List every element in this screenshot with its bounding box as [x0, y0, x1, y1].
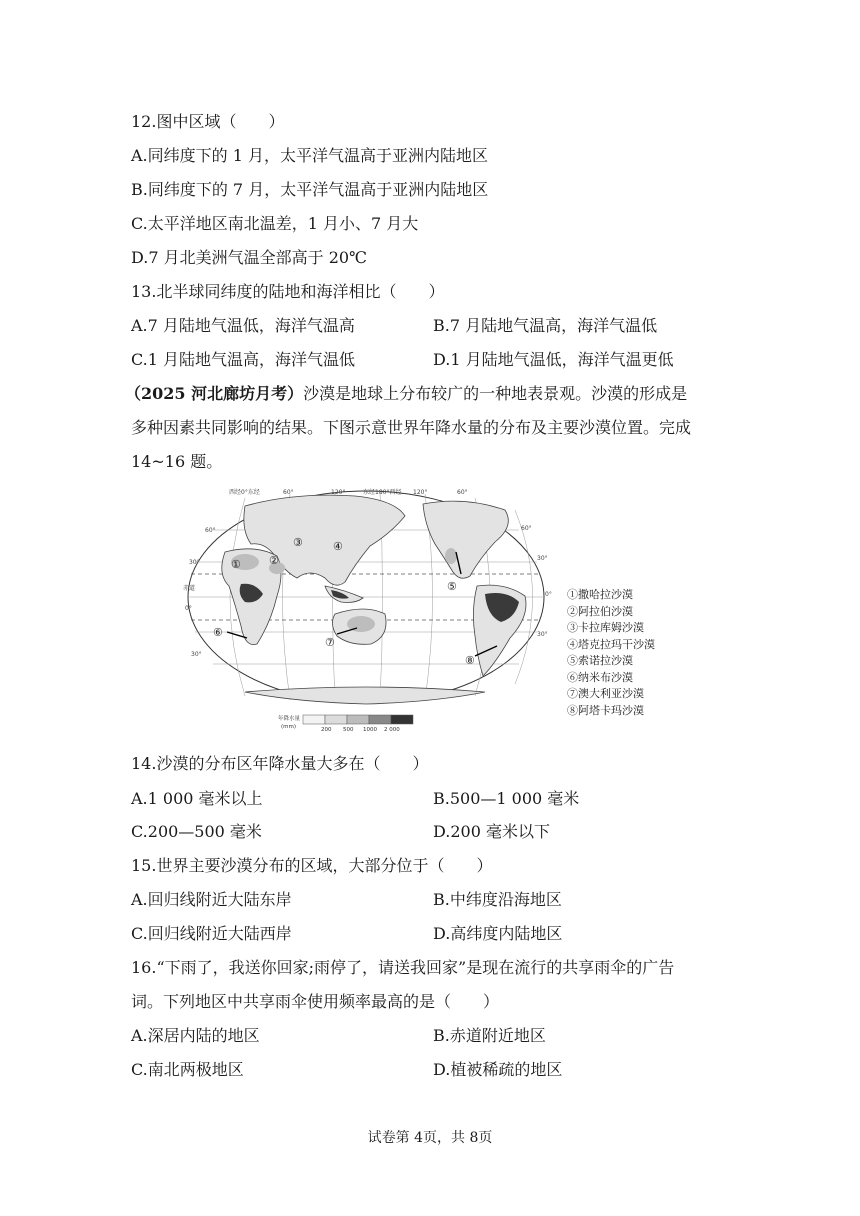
marker-4: ④ [333, 540, 343, 553]
svg-text:60°: 60° [283, 489, 294, 496]
q15-option-c: C.回归线附近大陆西岸 [131, 924, 292, 943]
q16-option-a: A.深居内陆的地区 [131, 1026, 260, 1045]
q15-stem: 15.世界主要沙漠分布的区域，大部分位于（ ） [131, 856, 493, 875]
q14-option-b: B.500—1 000 毫米 [433, 789, 580, 808]
q13-option-c: C.1 月陆地气温高，海洋气温低 [131, 350, 356, 369]
q13-option-d: D.1 月陆地气温低，海洋气温更低 [433, 350, 674, 369]
intro-line-1 [125, 384, 687, 404]
marker-3: ③ [293, 536, 303, 549]
svg-text:赤道: 赤道 [183, 585, 196, 592]
legend-item-8: ⑧阿塔卡玛沙漠 [567, 703, 644, 717]
svg-text:0°: 0° [545, 591, 552, 598]
q15-option-d: D.高纬度内陆地区 [433, 924, 563, 943]
svg-text:120°: 120° [413, 489, 428, 496]
scale-tick-2000: 2 000 [384, 727, 400, 733]
intro-text-1: 沙漠是地球上分布较广的一种地表景观。沙漠的形成是 [303, 384, 688, 403]
q13-option-a: A.7 月陆地气温低，海洋气温高 [131, 316, 355, 335]
q16-stem-line-2: 词。下列地区中共享雨伞使用频率最高的是（ ） [131, 992, 500, 1011]
svg-text:120°: 120° [331, 489, 346, 496]
q16-option-c: C.南北两极地区 [131, 1060, 244, 1079]
q12-stem: 12.图中区域（ ） [131, 112, 285, 131]
q15-option-b: B.中纬度沿海地区 [433, 890, 562, 909]
q14-option-c: C.200—500 毫米 [131, 822, 262, 841]
legend-item-5: ⑤索诺拉沙漠 [567, 654, 633, 667]
legend-item-2: ②阿拉伯沙漠 [567, 604, 633, 618]
svg-text:30°: 30° [537, 631, 548, 638]
q12-option-c: C.太平洋地区南北温差，1 月小、7 月大 [131, 214, 419, 233]
precipitation-scale [278, 714, 413, 733]
svg-text:30°: 30° [537, 555, 548, 562]
page-footer: 试卷第 4页，共 8页 [367, 1130, 493, 1146]
q12-option-d: D.7 月北美洲气温全部高于 20℃ [131, 248, 367, 267]
q12-option-b: B.同纬度下的 7 月，太平洋气温高于亚洲内陆地区 [131, 180, 489, 199]
scale-tick-200: 200 [321, 727, 332, 733]
scale-unit: (mm) [281, 724, 297, 730]
legend-item-4: ④塔克拉玛干沙漠 [567, 637, 655, 651]
svg-text:东经180°西经: 东经180°西经 [363, 489, 402, 496]
svg-text:0°: 0° [185, 605, 192, 612]
marker-1: ① [231, 558, 241, 571]
legend-item-1: ①撒哈拉沙漠 [567, 588, 633, 601]
desert-legend [567, 587, 655, 719]
q16-stem-line-1: 16.“下雨了，我送你回家;雨停了，请送我回家”是现在流行的共享雨伞的广告 [131, 958, 675, 977]
legend-item-3: ③卡拉库姆沙漠 [567, 621, 644, 634]
q12-option-a: A.同纬度下的 1 月，太平洋气温高于亚洲内陆地区 [131, 146, 488, 165]
svg-text:60°: 60° [457, 489, 468, 496]
q14-option-a: A.1 000 毫米以上 [131, 789, 263, 808]
scale-tick-500: 500 [343, 727, 354, 733]
q15-option-a: A.回归线附近大陆东岸 [131, 890, 292, 909]
svg-text:30°: 30° [189, 559, 200, 566]
svg-text:60°: 60° [205, 527, 216, 534]
svg-text:30°: 30° [191, 651, 202, 658]
q13-stem: 13.北半球同纬度的陆地和海洋相比（ ） [131, 282, 445, 301]
marker-7: ⑦ [325, 636, 335, 649]
scale-tick-1000: 1000 [363, 727, 377, 733]
intro-line-3: 14~16 题。 [131, 452, 223, 471]
legend-item-7: ⑦澳大利亚沙漠 [567, 687, 644, 700]
q14-stem: 14.沙漠的分布区年降水量大多在（ ） [131, 754, 429, 773]
svg-text:60°: 60° [521, 525, 532, 532]
legend-item-6: ⑥纳米布沙漠 [567, 670, 633, 684]
q13-option-b: B.7 月陆地气温高，海洋气温低 [433, 316, 658, 335]
svg-text:西经0°东经: 西经0°东经 [229, 489, 260, 496]
marker-2: ② [269, 554, 279, 567]
q16-option-d: D.植被稀疏的地区 [433, 1060, 563, 1079]
intro-line-2: 多种因素共同影响的结果。下图示意世界年降水量的分布及主要沙漠位置。完成 [131, 418, 692, 437]
intro-source: （2025 河北廊坊月考） [125, 384, 304, 403]
q16-option-b: B.赤道附近地区 [433, 1026, 546, 1045]
scale-title: 年降水量 [278, 716, 301, 722]
marker-5: ⑤ [447, 580, 457, 593]
q14-option-d: D.200 毫米以下 [433, 822, 550, 841]
marker-6: ⑥ [213, 626, 223, 639]
marker-8: ⑧ [465, 654, 475, 667]
